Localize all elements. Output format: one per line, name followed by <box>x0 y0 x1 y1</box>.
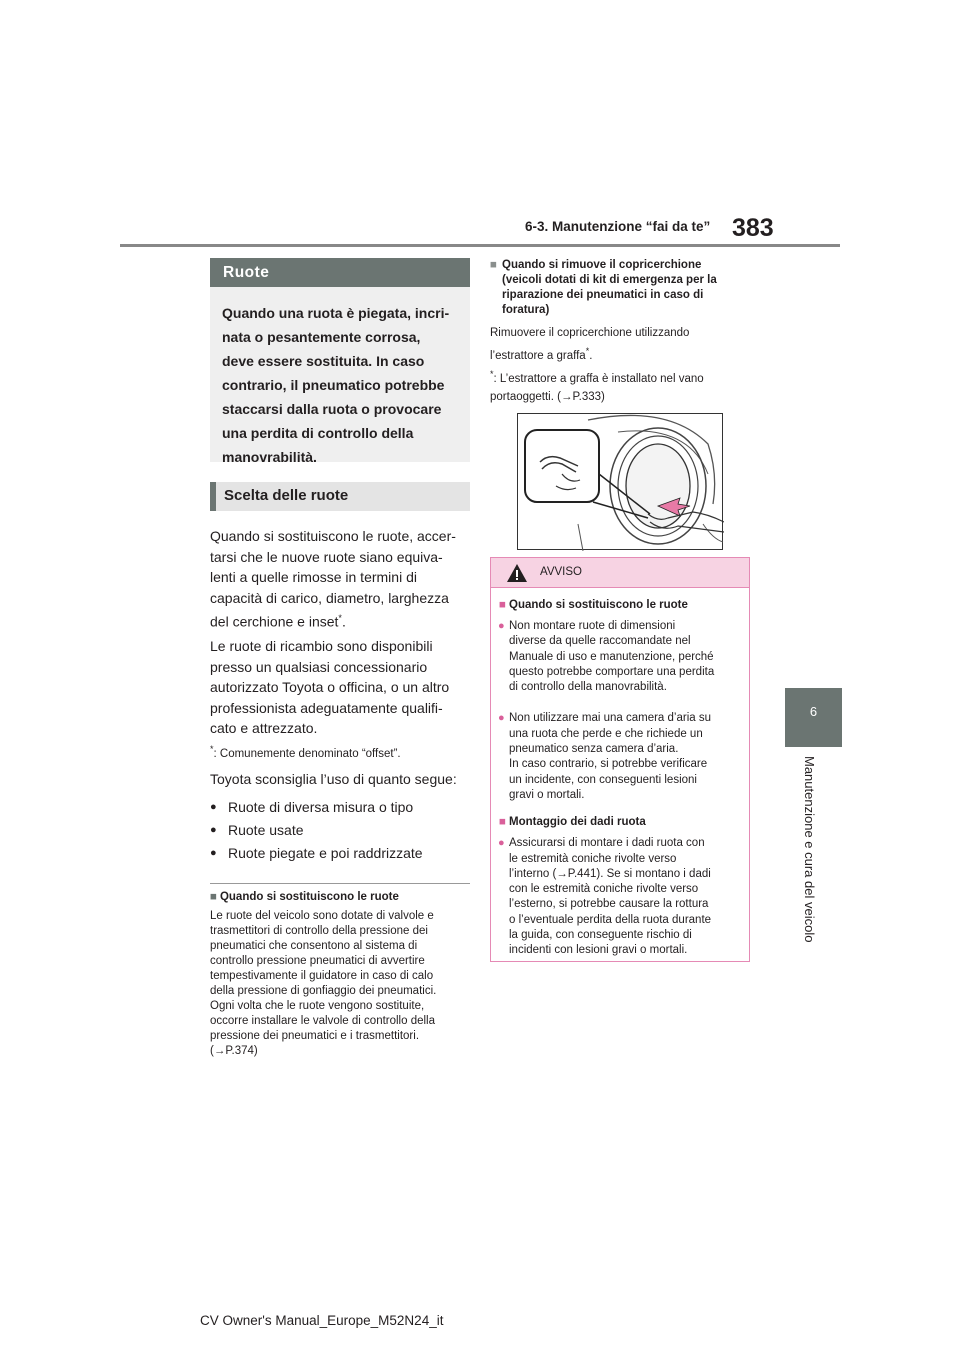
text-line: Ogni volta che le ruote vengono sostituite, <box>210 999 425 1012</box>
text-line: Quando si rimuove il copricerchione <box>502 259 702 271</box>
text-line: In caso contrario, si potrebbe verificare <box>509 758 708 771</box>
text-line: riparazione dei pneumatici in caso di <box>502 289 704 301</box>
subsection-heading: Scelta delle ruote <box>210 482 470 511</box>
warning-body <box>491 588 749 959</box>
text-line: diverse da quelle raccomandate nel <box>509 635 691 648</box>
footnote-marker: * <box>490 368 494 379</box>
page-number: 383 <box>732 214 774 242</box>
right-column <box>490 258 752 406</box>
text-line: con le estremità coniche rivolte verso <box>509 883 699 896</box>
text-line: Manuale di uso e manutenzione, perché <box>509 650 714 663</box>
text-line: l’interno (→P.441). Se si montano i dadi <box>509 867 711 880</box>
chapter-label-text: Manutenzione e cura del veicolo <box>802 756 817 943</box>
text-line: Rimuovere il copricerchione utilizzando <box>490 327 690 339</box>
note-body <box>210 909 470 1059</box>
text-line: Non utilizzare mai una camera d’aria su <box>509 712 711 725</box>
wheel-cap-removal-illustration <box>517 413 723 550</box>
text-line: (veicoli dotati di kit di emergenza per la <box>502 274 717 286</box>
text-line: incidenti con lesioni gravi o mortali. <box>509 944 688 957</box>
text-line: pneumatici che consentono al sistema di <box>210 939 418 952</box>
text-line: tempestivamente il guidatore in caso di calo <box>210 969 434 982</box>
warning-section-title <box>499 598 741 613</box>
text-line: di controllo della manovrabilità. <box>509 681 667 694</box>
note-section <box>210 883 470 1059</box>
text-line: foratura) <box>502 304 550 316</box>
warning-item <box>499 836 741 958</box>
footnote-marker: * <box>585 346 590 356</box>
section-title: 6-3. Manutenzione “fai da te” <box>525 219 711 234</box>
text-line: questo potrebbe comportare una perdita <box>509 665 715 678</box>
square-icon: ■ <box>490 259 497 271</box>
text-line: Quando si sostituiscono le ruote, accer- <box>210 528 456 544</box>
list-item: ● Ruote di diversa misura o tipo <box>210 796 470 819</box>
warning-section-title <box>499 815 741 830</box>
text-line: pressione dei pneumatici e i trasmettitori. <box>210 1029 420 1042</box>
paragraph-1: Quando si sostituiscono le ruote, accer- tarsi che le nuove ruote siano equiva- lenti a quelle rimosse in termini di capacità di carico, diametro, larghezza del cerchione e inset*. <box>210 528 456 630</box>
text-line: una ruota che perde e che richiede un <box>509 727 703 740</box>
warning-section-text: Montaggio dei dadi ruota <box>509 816 646 829</box>
text-line: del cerchione e inset <box>210 613 339 630</box>
text-line: gravi o mortali. <box>509 788 585 801</box>
chapter-label <box>802 756 824 956</box>
left-column <box>210 258 470 1059</box>
bullet-icon: ● <box>498 712 505 725</box>
intro-line: una perdita di controllo della <box>222 425 414 441</box>
chapter-number: 6 <box>809 704 818 719</box>
text-line: l’esterno, si potrebbe causare la rottura <box>509 898 709 911</box>
intro-line: nata o pesantemente corrosa, <box>222 329 421 345</box>
warning-box <box>490 557 750 962</box>
text-line: Non montare ruote di dimensioni <box>509 620 676 632</box>
text-line: o l’eventuale perdita della ruota durante <box>509 913 712 926</box>
text-line: della pressione di gonfiaggio dei pneumatici. <box>210 984 437 997</box>
page-reference-link[interactable]: portaoggetti. (→P.333) <box>490 390 605 403</box>
footnote-text: : L’estrattore a graffa è installato nel vano <box>493 372 704 385</box>
list-item: ● Ruote piegate e poi raddrizzate <box>210 842 470 865</box>
text-line: l’estrattore a graffa*. <box>490 346 593 362</box>
header-rule <box>120 244 840 247</box>
warning-triangle-icon <box>506 563 528 588</box>
footnote-marker: * <box>338 613 342 623</box>
text-line: pneumatico senza camera d’aria. <box>509 743 679 756</box>
text-line: professionista adeguatamente qualifi- <box>210 699 443 716</box>
bullet-icon: ● <box>498 620 505 632</box>
text-line: capacità di carico, diametro, larghezza <box>210 589 449 606</box>
text-line: Le ruote del veicolo sono dotate di valvole e <box>210 909 434 922</box>
intro-box <box>210 287 470 465</box>
bullet-icon: ● <box>498 837 505 850</box>
chapter-tab[interactable] <box>785 688 842 747</box>
square-icon: ■ <box>210 890 217 903</box>
text-line: controllo pressione pneumatici di avvertire <box>210 954 425 967</box>
page-reference-link[interactable]: (→P.374) <box>210 1044 258 1057</box>
body-text <box>210 526 470 865</box>
footnote-marker: * <box>210 743 214 754</box>
paragraph-2 <box>210 636 470 739</box>
footer-manual-id: CV Owner's Manual_Europe_M52N24_it <box>200 1313 444 1328</box>
intro-line: contrario, il pneumatico potrebbe <box>222 377 445 393</box>
right-note-title <box>490 258 752 318</box>
text-line: autorizzato Toyota o officina, o un altro <box>210 679 450 696</box>
warning-label: AVVISO <box>540 566 582 578</box>
intro-line: deve essere sostituita. In caso <box>222 353 425 369</box>
paragraph-3: Toyota sconsiglia l’uso di quanto segue: <box>210 771 457 788</box>
intro-line: Quando una ruota è piegata, incri- <box>222 305 450 321</box>
footnote <box>210 741 470 762</box>
list-item: ● Ruote usate <box>210 819 470 842</box>
footnote-text: : Comunemente denominato “offset”. <box>213 747 401 760</box>
text-line: le estremità coniche rivolte verso <box>509 852 677 865</box>
text-line: un incidente, con conseguenti lesioni <box>509 773 697 786</box>
intro-line: staccarsi dalla ruota o provocare <box>222 401 442 417</box>
text-line: Le ruote di ricambio sono disponibili <box>210 638 433 655</box>
section-heading: Ruote <box>210 258 470 287</box>
text-line: trasmettitori di controllo della pressione dei <box>210 924 428 937</box>
wheel-illustration-svg <box>518 414 724 551</box>
text-line: cato e attrezzato. <box>210 720 318 737</box>
text-line: presso un qualsiasi concessionario <box>210 658 428 675</box>
square-icon: ■ <box>499 599 506 611</box>
text-line: la guida, con conseguente rischio di <box>509 929 692 942</box>
right-body <box>490 324 752 365</box>
warning-item <box>499 711 741 803</box>
note-title-text: Quando si sostituiscono le ruote <box>219 890 399 903</box>
warning-item <box>499 619 741 695</box>
text-line: occorre installare le valvole di controllo della <box>210 1014 436 1027</box>
text-line: tarsi che le nuove ruote siano equiva- <box>210 548 443 565</box>
text-line: Assicurarsi di montare i dadi ruota con <box>509 837 705 850</box>
text-line: lenti a quelle rimosse in termini di <box>210 569 417 585</box>
note-title <box>210 890 470 905</box>
bullet-list <box>210 796 470 865</box>
square-icon: ■ <box>499 816 506 829</box>
warning-header <box>491 558 749 588</box>
text-line: l’estrattore a graffa <box>490 349 586 362</box>
warning-section-text: Quando si sostituiscono le ruote <box>509 599 688 611</box>
intro-line: manovrabilità. <box>222 449 317 465</box>
right-footnote <box>490 365 752 406</box>
